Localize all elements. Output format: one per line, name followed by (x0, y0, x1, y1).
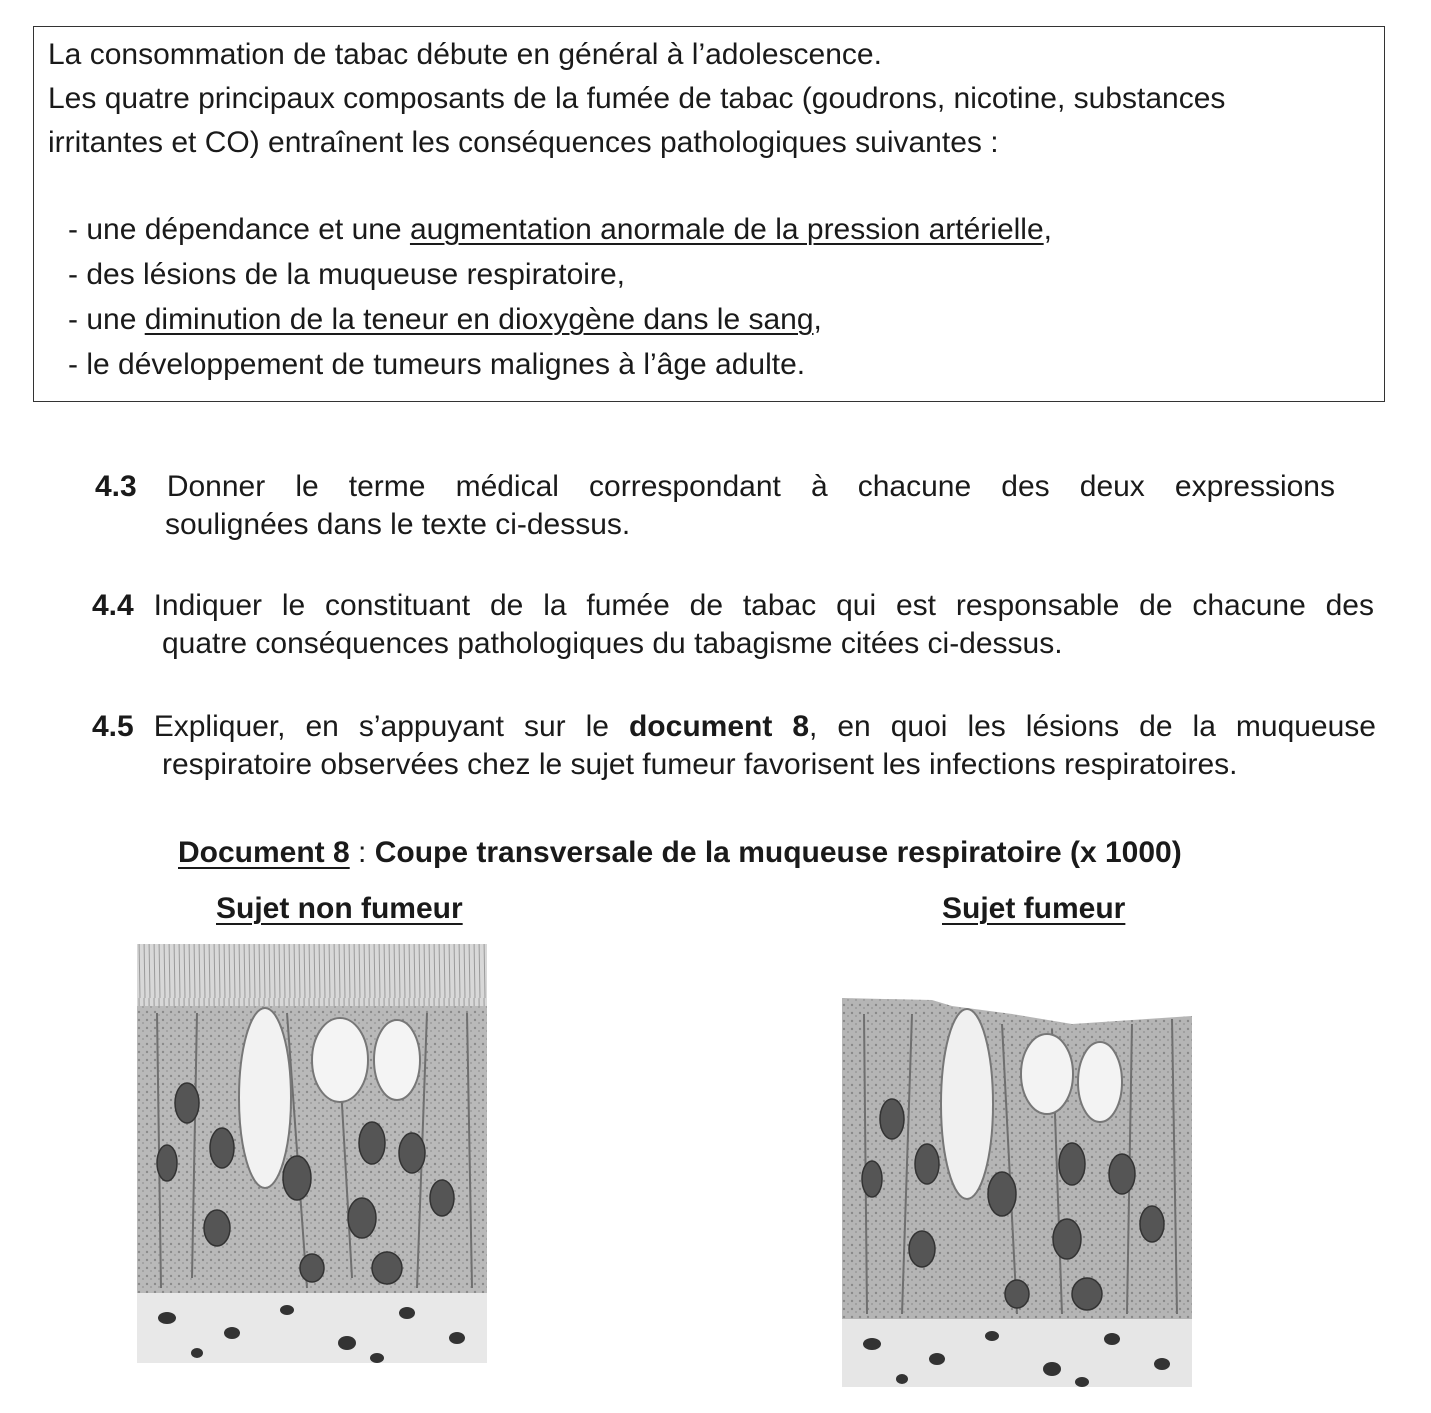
intro-line-2: Les quatre principaux composants de la fumée de tabac (goudrons, nicotine, substances (48, 82, 1226, 115)
underlined-expression-1: augmentation anormale de la pression artérielle (409, 213, 1044, 246)
underlined-expression-2: diminution de la teneur en dioxygène dans le sang (144, 303, 814, 336)
question-4-5: 4.5 Expliquer, en s’appuyant sur le document 8, en quoi les lésions de la muqueuse respiratoire observées chez le sujet fumeur favorisent les infections respiratoires. (92, 710, 1376, 781)
question-4-3: 4.3 Donner le terme médical correspondant à chacune des deux expressions soulignées dans le texte ci-dessus. (95, 470, 1335, 541)
question-number: 4.5 (92, 710, 134, 743)
consequence-item-2: - des lésions de la muqueuse respiratoire, (68, 258, 625, 291)
document-8-title: Document 8 : Coupe transversale de la muqueuse respiratoire (x 1000) (178, 836, 1182, 869)
question-4-4: 4.4 Indiquer le constituant de la fumée de tabac qui est responsable de chacune des quatre conséquences pathologiques du tabagisme citées ci-dessus. (92, 589, 1374, 660)
intro-line-3: irritantes et CO) entraînent les conséquences pathologiques suivantes : (48, 126, 999, 159)
smoker-mucosa-image (842, 994, 1192, 1390)
consequences-list (48, 207, 1372, 387)
question-number: 4.3 (95, 470, 137, 503)
consequence-item-4: - le développement de tumeurs malignes à l’âge adulte. (68, 348, 806, 381)
intro-line-1: La consommation de tabac débute en général à l’adolescence. (48, 38, 882, 71)
question-number: 4.4 (92, 589, 134, 622)
consequence-item-3: - une diminution de la teneur en dioxygène dans le sang, (68, 303, 822, 336)
smoker-label: Sujet fumeur (942, 892, 1126, 925)
intro-text-box (33, 26, 1385, 402)
consequence-item-1: - une dépendance et une augmentation anormale de la pression artérielle, (68, 213, 1053, 246)
non-smoker-label: Sujet non fumeur (216, 892, 463, 925)
non-smoker-mucosa-image (137, 938, 487, 1370)
